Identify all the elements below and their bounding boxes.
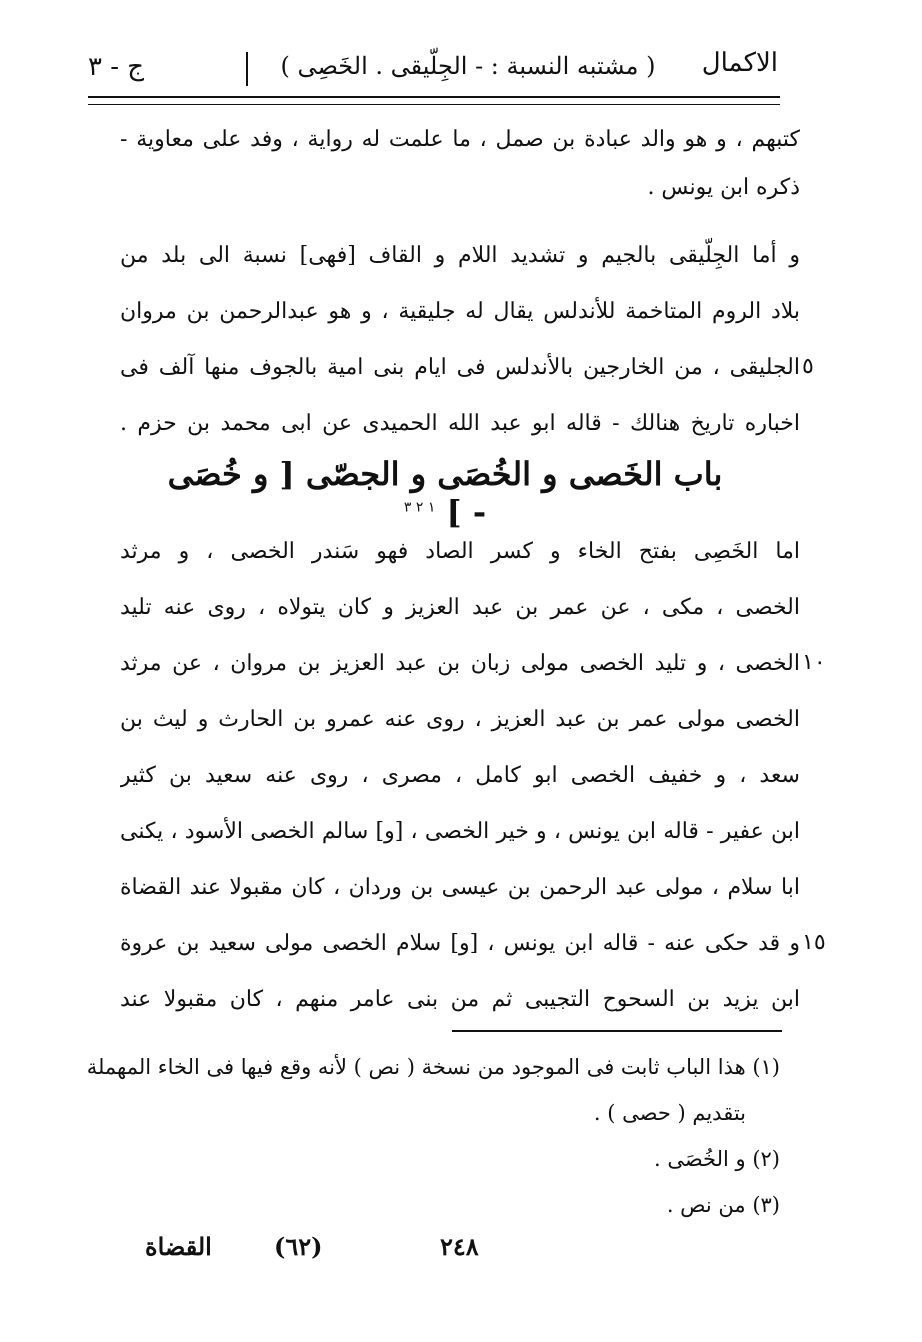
text-line: الخصى ، و تليد الخصى مولى زبان بن عبد العزيز بن مروان ، عن مرثد (120, 651, 800, 676)
text-line: ابن يزيد بن السحوح التجيبى ثم من بنى عامر منهم ، كان مقبولا عند (120, 987, 800, 1012)
header-divider (246, 52, 248, 86)
footnote-3: (٣) من نص . (666, 1193, 780, 1217)
catchword: القضاة (145, 1232, 212, 1261)
footnote-1-continued: بتقديم ( حصى ) . (593, 1101, 746, 1125)
page-header (88, 44, 778, 96)
footnotes (86, 1044, 780, 1228)
text-line: الخصى ، مكى ، عن عمر بن عبد العزيز و كان يتولاه ، روى عنه تليد (120, 595, 800, 620)
text-line: و قد حكى عنه - قاله ابن يونس ، [و] سلام الخصى مولى سعيد بن عروة (120, 931, 800, 956)
text-line: كتبهم ، و هو والد عبادة بن صمل ، ما علمت له رواية ، وفد على معاوية - (120, 127, 800, 152)
folio-number: (٦٢) (274, 1232, 323, 1261)
page-number: ٢٤٨ (440, 1232, 479, 1261)
text-line: اما الخَصِى بفتح الخاء و كسر الصاد فهو سَندر الخصى ، و مرثد (120, 539, 800, 564)
chapter-title-text: باب الخَصى و الخُصَى و الجصّى [ و خُصَى - ] (167, 455, 723, 531)
text-line: اخباره تاريخ هنالك - قاله ابو عبد الله الحميدى عن ابى محمد بن حزم . (120, 411, 800, 436)
text-line: سعد ، و خفيف الخصى ابو كامل ، مصرى ، روى عنه سعيد بن كثير (120, 763, 800, 788)
chapter-heading (160, 455, 730, 531)
book-title: الاكمال (701, 48, 778, 78)
footnote-rule (452, 1030, 782, 1032)
page-footer (0, 1232, 922, 1272)
header-rule (88, 96, 780, 105)
line-number: ١٥ (802, 930, 826, 955)
text-line: الجليقى ، من الخارجين بالأندلس فى ايام بنى امية بالجوف منها آلف فى (120, 355, 800, 380)
footnote-1: (١) هذا الباب ثابت فى الموجود من نسخة ( نص ) لأنه وقع فيها فى الخاء المهملة (86, 1055, 780, 1079)
footnote-2: (٢) و الخُصَى . (653, 1147, 780, 1171)
text-line: ابا سلام ، مولى عبد الرحمن بن عيسى بن وردان ، كان مقبولا عند القضاة (120, 875, 800, 900)
text-line: الخصى مولى عمر بن عبد العزيز ، روى عنه عمرو بن الحارث و ليث بن (120, 707, 800, 732)
volume-label: ج - ٣ (88, 52, 145, 82)
line-number: ١٠ (802, 650, 826, 675)
chapter-footnote-marks: ١ ٢ ٣ (403, 499, 436, 516)
text-line: و أما الجِلّيقى بالجيم و تشديد اللام و القاف [فهى] نسبة الى بلد من (120, 243, 800, 268)
line-number: ٥ (802, 354, 814, 379)
text-line: ذكره ابن يونس . (647, 175, 800, 200)
text-line: بلاد الروم المتاخمة للأندلس يقال له جليقية ، و هو عبدالرحمن بن مروان (120, 299, 800, 324)
running-title: ( مشتبه النسبة : - الجِلّيقى . الخَصِى ) (280, 52, 656, 80)
text-line: ابن عفير - قاله ابن يونس ، و خير الخصى ، [و] سالم الخصى الأسود ، يكنى (120, 819, 800, 844)
